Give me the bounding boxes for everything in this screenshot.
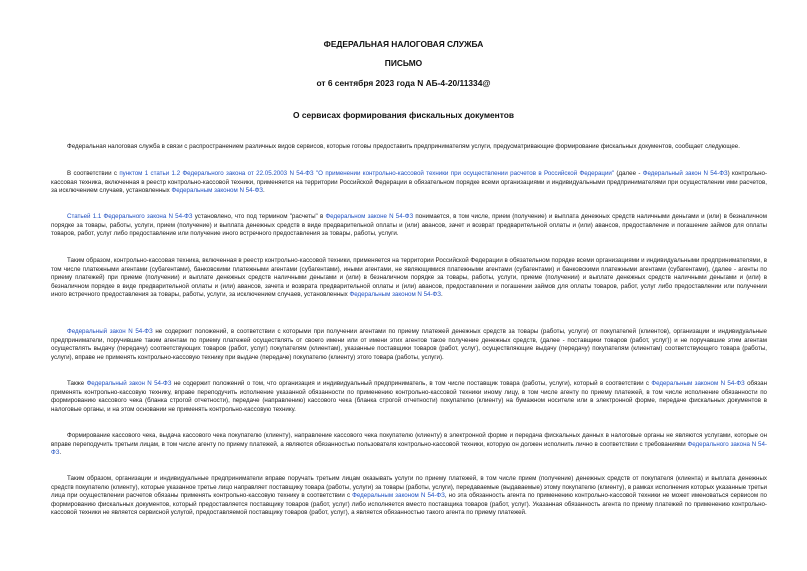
paragraph-text: , но эта обязанность агента по применению контрольно-кассовой техники не может именоваться сервисом по формированию фискальных документов, который предоставляется поставщику товаров (работ, услуг) либо исполняется вместо поставщика товаров (работ, услуг). Указанная обязанность агента по приему платежей по применению контрольно-кассовой техники не является сервисной услугой, предоставляемой поставщику товаров (работ, услуг), а является обязанностью такого агента по приему платежей.: [51, 492, 767, 517]
paragraph-text: обязан применять контрольно-кассовую технику, вправе переподучить исполнение указанной обязанности по применению контрольно-кассовой техники иному лицу, в том числе агенту по приему платежей, в том числе исполнение обязанности по формированию кассового чека (бланка строгой отчетности), передаче (направлению) кассового чека (бланка строгой отчетности) покупателю (клиенту) на бумажном носителе или в электронной форме, передаче фискальных документов в налоговые органы, и на этом основании не применять контрольно-кассовую технику.: [51, 380, 768, 413]
paragraph-text: (далее -: [614, 170, 643, 177]
paragraph-text: Таким образом, контрольно-кассовая техника, включенная в реестр контрольно-кассовой техники, применяется на территории Российской Федерации в обязательном порядке всеми организациями и индивидуальными предпринимателями, в том числе платежными агентами (субагентами), банковскими платежными агентами (субагентами), иными агентами, не являющимися платежными агентами (субагентами) и банковскими платежными агентами (субагентами), (далее - агенты по приему платежей) при приеме (получении) и выплате денежных средств наличными деньгами и (или) в безналичном порядке за товары, работы, услуги, приеме (получении) и выплате денежных средств наличными деньгами и (или) в безналичном порядке в виде предварительной оплаты и (или) авансов, зачета и возврата предварительной оплаты и (или) авансов, предоставлении и погашении займов для оплаты товаров, работ, услуг либо предоставлении или получении иного встречного предоставления за товары, работы, услуги, за исключением случаев, установленных: [51, 257, 767, 299]
law-link-54fz[interactable]: Федеральным законом N 54-ФЗ: [651, 380, 745, 387]
law-link-54fz[interactable]: Федеральном законе N 54-ФЗ: [325, 213, 414, 220]
paragraph-text: .: [441, 291, 443, 299]
paragraph-1: [51, 143, 767, 152]
paragraph-6: [51, 380, 767, 414]
paragraph-4: [51, 257, 767, 300]
law-link-article-1-1[interactable]: Статьей 1.1 Федерального закона N 54-ФЗ: [67, 213, 193, 220]
paragraph-text: Формирование кассового чека, выдача кассового чека покупателю (клиенту), направление кассового чека покупателю (клиенту) в электронной форме и передача фискальных данных в налоговые органы не являются услугами, которые он вправе переподучить третьим лицам, в том числе агенту по приему платежей, а являются обязанностью пользователя контрольно-кассовой техники, которую он должен исполнить лично в соответствии с требованиями: [51, 432, 767, 448]
paragraph-text: понимается, в том числе, прием (получение) и выплата денежных средств наличными деньгами и (или) в безналичном порядке за товары, работы, услуги, прием (получение) и выплата денежных средств в виде предварительной оплаты и (или) авансов, зачет и возврат предварительной оплаты и (или) авансов, предоставление и погашение займов для оплаты товаров, работ, услуг либо предоставление или получение иного встречного предоставления за товары, работы, услуги.: [51, 213, 767, 238]
paragraph-text: Также: [67, 380, 87, 387]
paragraph-5: [51, 328, 767, 362]
paragraph-7: [51, 432, 767, 458]
paragraph-3: [51, 213, 767, 239]
law-link-article-1-2[interactable]: пунктом 1 статьи 1.2 Федерального закона от 22.05.2003 N 54-ФЗ "О применении контрольно-кассовой техники при осуществлении расчетов в Российской Федерации": [119, 170, 615, 177]
paragraph-text: В соответствии с: [67, 170, 120, 177]
paragraph-text: установлено, что под термином "расчеты" в: [192, 213, 326, 220]
law-link-54fz[interactable]: Федеральным законом N 54-ФЗ: [349, 291, 441, 299]
paragraph-text: не содержит положений, в соответствии с которыми при получении агентами по приему платежей денежных средств за товары (работы, услуги) от покупателей (клиентов), организации и индивидуальные предприниматели, поручившие таким агентам по приему платежей осуществлять от своего имени или от имени этих агентов такое получение денежных средств, (далее - поставщики товаров (работ, услуг)) и не поручавшие этим агентам осуществлять выдачу (передачу) соответствующих товаров (работ, услуг) покупателям (клиентам), указанные поставщики товаров (работ, услуг), осуществляющие выдачу (передачу) покупателям (клиентам) соответствующего товара (работы, услуги), вправе не применять контрольно-кассовую технику при выдаче (передаче) покупателю (клиенту) этого товара (работы, услуги).: [51, 328, 767, 361]
paragraph-text: не содержит положений о том, что организация и индивидуальный предприниматель, в том числе поставщик товара (работы, услуги), который в соответствии с: [171, 380, 652, 387]
document-date-number: от 6 сентября 2023 года N АБ-4-20/11334@: [316, 78, 491, 88]
paragraph-8: [51, 475, 767, 518]
law-link-54fz[interactable]: Федеральный закон N 54-ФЗ: [67, 328, 153, 335]
agency-heading: ФЕДЕРАЛЬНАЯ НАЛОГОВАЯ СЛУЖБА: [323, 39, 484, 49]
law-link-54fz[interactable]: Федеральный закон N 54-ФЗ: [642, 170, 728, 177]
paragraph-2: [51, 170, 767, 196]
paragraph-text: .: [263, 187, 265, 195]
law-link-54fz[interactable]: Федеральный закон N 54-ФЗ: [86, 380, 172, 387]
paragraph-text: Таким образом, организации и индивидуальные предприниматели вправе поручать третьим лицам оказывать услуги по приему платежей, в том числе прием (получение) денежных средств от покупателя (клиента) и выплата денежных средств покупателю (клиенту), которые указанное третье лицо направляет поставщику товара (работы, услуги) за товары (работы, услуги), передаваемые (выдаваемые) этому покупателю (клиенту), в рамках исполнения которых указанные третьи лица при осуществлении расчетов обязаны применять контрольно-кассовую технику в соответствии с: [51, 475, 767, 500]
law-link-54fz[interactable]: Федерального закона N 54-ФЗ: [51, 440, 767, 457]
document-subject: О сервисах формирования фискальных документов: [293, 110, 514, 120]
paragraph-text: Федеральная налоговая служба в связи с распространением различных видов сервисов, которые готовы предоставить предпринимателям услуги, предусматривающие формирование фискальных документов, сообщает следующее.: [67, 143, 740, 150]
document-type: ПИСЬМО: [384, 58, 423, 68]
paragraph-text: ) контрольно-кассовая техника, включенная в реестр контрольно-кассовой техники, применяется на территории Российской Федерации в обязательном порядке всеми организациями и индивидуальными предпринимателями при осуществлении ими расчетов, за исключением случаев, установленных: [51, 170, 768, 195]
law-link-54fz[interactable]: Федеральным законом N 54-ФЗ: [352, 492, 445, 500]
paragraph-text: .: [59, 449, 62, 457]
law-link-54fz[interactable]: Федеральным законом N 54-ФЗ: [171, 187, 264, 195]
